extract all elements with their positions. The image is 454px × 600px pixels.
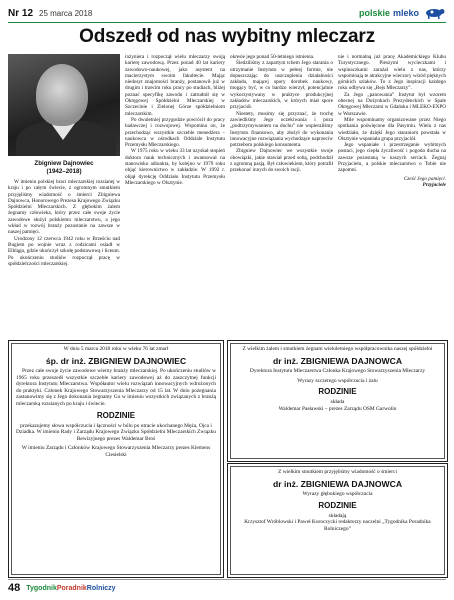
cow-icon — [422, 7, 446, 19]
article-paragraph: W imieniu polskiej braci mleczarskiej rozsianej w kraju i po całym świecie, z ogromnym smutkiem przyjęliśmy wiadomość o śmierci Zbigniewa Dajnowca, Honorowego Prezesa Krajowego Związku Spółdzielni Mleczarskich. Z głębokim żalem żegnamy człowieka, który przez całe swoje życie zawodowe służył polskiemu mleczarstwu, a jego wkład w rozwój branży pozostanie na zawsze w naszej pamięci. — [8, 179, 120, 236]
notice2-family-label: RODZINIE — [318, 387, 357, 397]
article-paragraph: Mile wspominamy organizowane przez Niego spotkania poświęcone dla Pasymiu. Wielu z nas wiedziało, że dzięki Jego staraniom powstała w Olsztynie wspaniała grupa przyjaciół. — [338, 116, 446, 142]
logo-text-polskie: polskie — [358, 8, 390, 18]
notice1-body: Przez całe swoje życie zawodowe wierny branży mleczarskiej. Po ukończeniu studiów w 1965 roku przeszedł wszystkie szczeble kariery zawodowej aż do zaszczytnej funkcji dyrektora Instytutu Mleczarstwa. Współautor wielu rozwiązań innowacyjnych wdrożonych do praktyki. Członek Krajowego Stowarzyszenia Mleczarzy od 15 lat. W dniu pożegnania zastanowimy się z Jego dokonania żegnamy Go w imieniu wszystkich związanych z branżą mleczarską rozsianych po kraju i świecie. — [16, 368, 216, 408]
notice2-signatory: Waldemar Pasławski – prezes Zarządu OSM Garwolin — [278, 405, 397, 412]
article-closing: Cześć Jego pamięci. — [403, 175, 446, 182]
page-number: 48 — [8, 582, 21, 594]
publication-name — [26, 585, 115, 592]
notice3-intro: Z wielkim smutkiem przyjęliśmy wiadomość o śmierci — [278, 469, 397, 475]
article-paragraph: Zbigniew Dajnowiec we wszystkie swoje obowiązki, jakie stawiał przed sobą, podchodził z ogromną pasją. Był człowiekiem, który potrafił przekonać innych do swoich racji. — [230, 148, 333, 174]
article-paragraph: W 1975 roku w wieku 33 lat uzyskał stopień doktora nauk technicznych i awansował na stanowisko adiunkta, by kolejno w 1979 roku objąć kierownictwo w zakładzie. W 1992 r. objął dyrekcję Oddziału Instytutu Przemysłu Mleczarskiego w Olsztynie. — [125, 148, 225, 186]
logo-text-mleko: mleko — [392, 8, 419, 18]
notice3-signatory: Krzysztof Wróblowski i Paweł Kuroczycki redaktorzy naczelni „Tygodnika Poradnika Rolniczego” — [244, 519, 431, 532]
photo-caption — [8, 160, 120, 175]
article-paragraph: nie i normalną już pracę Akademickiego Klubu Turystycznego. Pieszymi wycieczkami i wspinaczkami zarażał wielu z nas, którzy wspominają te atrakcyjne wieczory wśród pięknych górskich szlaków. To z Jego inspiracji każdego roku odbywa się „Rejs Mleczarzy”. — [338, 54, 446, 92]
obituary-notice-1 — [8, 340, 224, 578]
caption-name: Zbigniew Dajnowiec — [34, 160, 94, 167]
issue-date: 25 marca 2018 — [39, 8, 93, 18]
article-paragraph: Urodzony 12 czerwca 1942 roku w Brześciu nad Bugiem po wojnie wraz z rodzicami osiadł w Elblągu, gdzie ukończył szkołę podstawową i liceum. Po ukończeniu studiów rozpoczął pracę w spółdzielczości mleczarskiej. — [8, 235, 120, 267]
article-column-1 — [8, 54, 120, 336]
notice1-family-label: RODZINIE — [96, 410, 136, 420]
article-column-2 — [125, 54, 225, 336]
publication-word-1: Tygodnik — [26, 584, 57, 592]
article-paragraph: inżyniera i rozpoczął wielu mleczarzy swoją karierę zawodową. Przez ponad 40 lat kariery zawodowo-naukowej, jako asystent na macierzystym swoim fakultecie. Mając niedosyt znajomości branży, postanowił już w drugim i trzecim roku pracy po studiach, bliżej poznać specyfikę zawodu i zatrudnił się w Okręgowej Spółdzielni Mleczarskiej w Szczecinie i Zielonej Górze spółdzielniom mleczarskim. — [125, 54, 225, 117]
article-column-3 — [230, 54, 333, 336]
obituary-notice-2 — [227, 340, 448, 462]
notice1-closing: W imieniu Zarządu i Członków Krajowego Stowarzyszenia Mleczarzy prezes Klemens Ciesielski — [21, 445, 211, 459]
article-column-4 — [338, 54, 446, 336]
header-rule — [8, 22, 446, 23]
notice1-intro: W dniu 5 marca 2018 roku w wieku 76 lat zmarł — [63, 346, 169, 352]
issue-number: Nr 12 — [8, 7, 34, 19]
notice2-name: dr inż. ZBIGNIEWA DAJNOWCA — [272, 355, 403, 366]
publication-word-2: Poradnik — [56, 584, 87, 592]
article-headline: Odszedł od nas wybitny mleczarz — [79, 26, 375, 47]
notice3-family-label: RODZINIE — [318, 500, 357, 510]
article-paragraph: Śledziliśmy z zapartym tchem Jego starania o utrzymanie Instytutu w pełnej formie, nie dopuszczając do uszczuplenia działalności zakładu, mającej spory dorobek naukowy, mogący być, w co bardzo wierzył, potencjalnie wykorzystywany w praktyce produkcyjnej zakładów mleczarskich, w których miał spore przyjaciół. — [230, 60, 333, 111]
obituary-notice-3 — [227, 463, 448, 578]
notice3-closing-verb: składają — [328, 512, 347, 519]
notice1-name: śp. dr inż. ZBIGNIEW DAJNOWIEC — [45, 355, 187, 366]
article-paragraph: okresie jego ponad 50-letniego istnienia. — [230, 54, 315, 60]
article-paragraph: Niestety, musimy się przyznać, że trochę zawiedliśmy Jego oczekiwania i poza „podtrzymywaniem na duchu” nie wspieraliśmy Instytutu finansowo, aby złożył do wykonania innowacyjne rozwiązania wychodzące naprzeciw potrzebom polskiego konsumenta. — [230, 110, 333, 149]
section-logo — [359, 7, 446, 19]
article-body — [8, 54, 446, 336]
notice1-condolence: przekazujemy słowa współczucia i łączności w bólu po utracie ukochanego Męża, Ojca i Dziadka. W imieniu Rady i Zarządu Krajowego Związku Spółdzielni Mleczarskich Związku Rewizyjnego prezes Waldemar Broś — [16, 422, 216, 442]
page-header — [8, 4, 446, 22]
notice2-closing-verb: składa — [330, 399, 345, 406]
article-paragraph: Jego wspaniałe i przestrzeganie wybitnych postaci, jego ciepła życzliwość i pogoda ducha na zawsze pozostaną w naszych sercach. Żegnaj Przyjacielu, a polskie mleczarstwo o Tobie nie zapomni. — [338, 142, 446, 174]
page-footer — [8, 580, 446, 596]
notice2-intro: Z wielkim żalem i smutkiem żegnam wieloletniego współpracownika naszej spółdzielni — [242, 346, 433, 352]
notice2-condolence: Wyrazy szczerego współczucia i żalu — [297, 377, 378, 384]
article-paragraph: Po dwuletniej przygodzie powrócił do pracy badawczej i rozwojowej. Wspomina on, że przechodząc wszystkie szczeble menedżera – naukowca w ośrodkach Oddziale Instytutu Przemysłu Mleczarskiego. — [125, 116, 225, 149]
notice2-body: Dyrektora Instytutu Mleczarstwa Członka Krajowego Stowarzyszenia Mleczarzy — [249, 368, 426, 375]
caption-years: (1942–2018) — [46, 167, 82, 175]
notice3-condolence: Wyrazy głębokiego współczucia — [302, 491, 373, 498]
portrait-photo — [8, 54, 120, 156]
notice3-name: dr inż. ZBIGNIEWA DAJNOWCA — [272, 478, 403, 489]
article-signature: Przyjaciele — [422, 181, 446, 188]
publication-word-3: Rolniczy — [86, 584, 116, 592]
article-paragraph: Za Jego „panowania” Instytut był wzorem obecnej na Dożynkach Prezydenckich w Spale Okręgowej Mleczarni w Gdańsku i MLEKO-EXPO w Warszawie. — [338, 91, 446, 117]
